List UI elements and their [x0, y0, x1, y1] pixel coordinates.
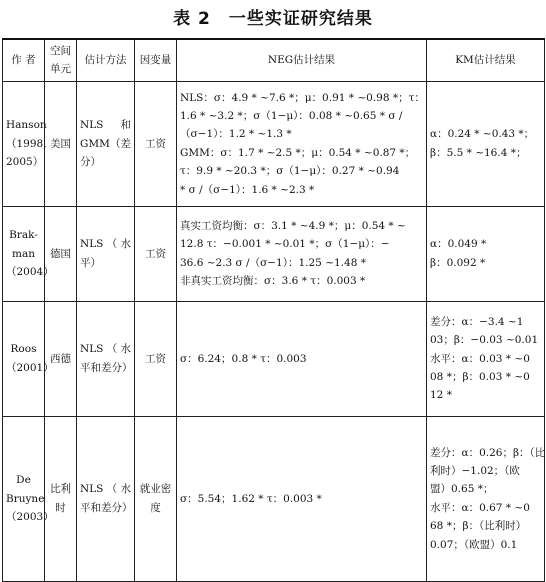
- method-cell: NLS 和 GMM（差分）: [77, 81, 135, 206]
- km-line: 水平：α：0.67 * ~0: [430, 501, 530, 514]
- author-line: （2001）: [6, 361, 54, 374]
- km-line: 盟）0.65 *；: [430, 483, 494, 496]
- neg-line: 12.8 τ：−0.001 * ~0.01 *；σ（1−μ）：−: [180, 238, 390, 251]
- km-line: 差分：α：0.26；β：（比: [430, 446, 546, 459]
- neg-line: 真实工资均衡：σ：3.1 * ~4.9 *；μ：0.54 * ~: [180, 220, 406, 232]
- author-line: Hanson: [6, 119, 47, 132]
- author-cell: [3, 206, 54, 301]
- author-line: （2004）: [6, 265, 54, 278]
- region-cell: 美国: [45, 81, 77, 206]
- table-row: [3, 206, 545, 301]
- km-cell: [427, 206, 545, 301]
- km-line: 差分：α：−3.4 ~1: [430, 315, 524, 328]
- neg-line: 36.6 ~2.3 σ /（σ−1）：1.25 ~1.48 *: [180, 256, 366, 269]
- table-title: 表 2 一些实证研究结果: [173, 9, 373, 29]
- km-line: 08 *；β：0.03 * ~0: [430, 370, 530, 383]
- km-line: 水平：α：0.03 * ~0: [430, 352, 530, 365]
- neg-cell: [177, 301, 427, 416]
- neg-line: σ：6.24；0.8 * τ：0.003: [180, 352, 307, 365]
- author-line: De: [16, 474, 31, 487]
- km-cell: [427, 301, 545, 416]
- results-table: [2, 38, 545, 582]
- author-line: Roos: [10, 343, 37, 356]
- header-dependent: 因变量: [135, 39, 177, 81]
- neg-line: GMM：σ：1.7 * ~2.5 *；μ：0.54 * ~0.87 *；: [180, 146, 416, 159]
- author-cell: [3, 301, 54, 416]
- author-line: Brak-: [9, 229, 38, 242]
- km-line: 12 *: [430, 389, 452, 402]
- km-line: α：0.049 *: [430, 238, 487, 251]
- region-cell: 西德: [45, 301, 77, 416]
- neg-line: 非真实工资均衡：σ：3.6 * τ：0.003 *: [180, 275, 366, 288]
- neg-line: NLS：σ：4.9 * ~7.6 *；μ：0.91 * ~0.98 *；τ：: [180, 91, 425, 104]
- author-line: Bruyne: [6, 492, 45, 505]
- neg-line: * σ /（σ−1）：1.6 * ~2.3 *: [180, 183, 315, 196]
- dependent-cell: 工资: [135, 81, 177, 206]
- km-cell: [427, 416, 545, 581]
- method-cell: NLS（水平）: [77, 206, 135, 301]
- header-row: [3, 39, 545, 81]
- method-cell: NLS（水平和差分）: [77, 416, 135, 581]
- km-line: 68 *；β：（比利时）: [430, 520, 527, 533]
- author-cell: [3, 81, 45, 206]
- neg-cell: [177, 206, 427, 301]
- dependent-cell: 工资: [135, 206, 177, 301]
- neg-line: （σ−1）：1.2 * ~1.3 *: [180, 128, 292, 141]
- author-line: （1998,: [6, 137, 47, 150]
- header-neg: NEG估计结果: [177, 39, 427, 81]
- author-cell: [3, 416, 54, 581]
- km-line: 03；β：−0.03 ~0.01: [430, 334, 539, 347]
- author-line: （2003）: [6, 510, 54, 523]
- km-line: α：0.24 * ~0.43 *；: [430, 128, 535, 141]
- header-method: 估计方法: [77, 39, 135, 81]
- method-cell: NLS（水平和差分）: [77, 301, 135, 416]
- header-km: KM估计结果: [427, 39, 545, 81]
- neg-line: σ：5.54；1.62 * τ：0.003 *: [180, 492, 322, 505]
- table-row: [3, 301, 545, 416]
- neg-cell: [177, 416, 427, 581]
- author-line: man: [12, 247, 35, 260]
- neg-line: 1.6 * ~3.2 *；σ（1−μ）：0.08 * ~0.65 * σ /: [180, 110, 403, 122]
- dependent-cell: 就业密度: [135, 416, 177, 581]
- region-cell: 比利时: [45, 416, 77, 581]
- header-author: 作 者: [3, 39, 45, 81]
- header-region: 空间单元: [45, 39, 77, 81]
- region-cell: 德国: [45, 206, 77, 301]
- km-line: 0.07；（欧盟）0.1: [430, 538, 518, 551]
- table-row: [3, 81, 545, 206]
- neg-cell: [177, 81, 427, 206]
- km-cell: [427, 81, 545, 206]
- km-line: 利时）−1.02；（欧: [430, 465, 520, 477]
- author-line: 2005）: [6, 155, 44, 168]
- km-line: β：5.5 * ~16.4 *；: [430, 146, 527, 159]
- table-row: [3, 416, 545, 581]
- dependent-cell: 工资: [135, 301, 177, 416]
- km-line: β：0.092 *: [430, 256, 486, 269]
- neg-line: τ：9.9 * ~20.3 *；σ（1−μ）：0.27 * ~0.94: [180, 165, 400, 178]
